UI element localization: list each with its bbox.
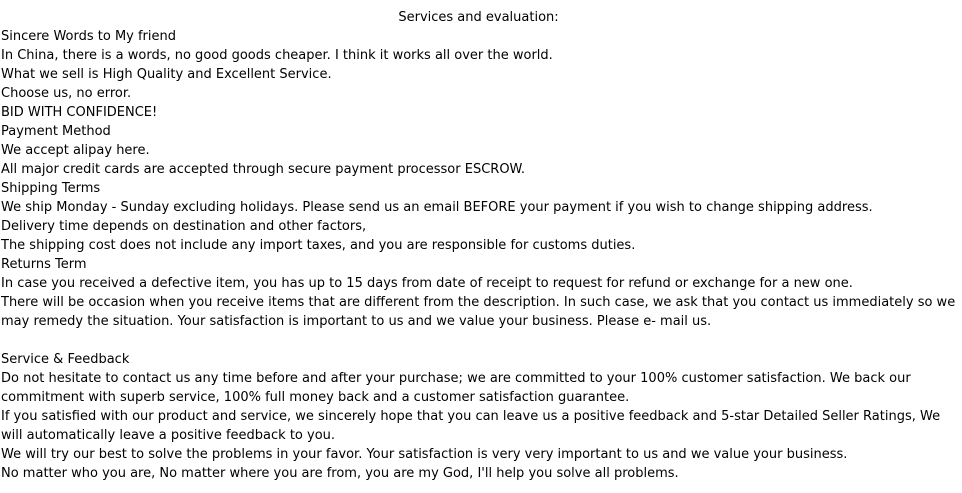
- payment-line-2: All major credit cards are accepted through secure payment processor ESCROW.: [1, 162, 526, 177]
- section-heading-payment: Payment Method: [1, 124, 111, 139]
- section-heading-shipping: Shipping Terms: [1, 181, 101, 196]
- returns-paragraph: There will be occasion when you receive items that are different from the description. In such case, we ask that you contact us immediately so we may remedy the situation. Your satisfaction is important to us and we value your business. Please e- mail us.: [1, 295, 956, 329]
- friend-line-2: What we sell is High Quality and Excellent Service.: [1, 67, 332, 82]
- service-paragraph-1: Do not hesitate to contact us any time before and after your purchase; we are committed to your 100% customer satisfaction. We back our commitment with superb service, 100% full money back and a customer satisfaction guarantee.: [1, 371, 911, 405]
- blank-line: [1, 331, 956, 350]
- shipping-line-1: We ship Monday - Sunday excluding holidays. Please send us an email BEFORE your payment if you wish to change shipping address.: [1, 200, 873, 215]
- service-line-2: No matter who you are, No matter where you are from, you are my God, I'll help you solve all problems.: [1, 466, 679, 481]
- friend-line-1: In China, there is a words, no good goods cheaper. I think it works all over the world.: [1, 48, 553, 63]
- page-title: Services and evaluation:: [398, 10, 559, 25]
- shipping-line-3: The shipping cost does not include any import taxes, and you are responsible for customs duties.: [1, 238, 636, 253]
- friend-line-4: BID WITH CONFIDENCE!: [1, 105, 158, 120]
- section-heading-returns: Returns Term: [1, 257, 87, 272]
- returns-line-1: In case you received a defective item, you has up to 15 days from date of receipt to request for refund or exchange for a new one.: [1, 276, 853, 291]
- service-paragraph-2: If you satisfied with our product and service, we sincerely hope that you can leave us a positive feedback and 5-star Detailed Seller Ratings, We will automatically leave a positive feedback to you.: [1, 409, 941, 443]
- service-line-1: We will try our best to solve the problems in your favor. Your satisfaction is very very important to us and we value your business.: [1, 447, 848, 462]
- shipping-line-2: Delivery time depends on destination and other factors,: [1, 219, 367, 234]
- document-body: [1, 8, 956, 483]
- payment-line-1: We accept alipay here.: [1, 143, 150, 158]
- friend-line-3: Choose us, no error.: [1, 86, 132, 101]
- section-heading-service: Service & Feedback: [1, 352, 130, 367]
- section-heading-friend: Sincere Words to My friend: [1, 29, 177, 44]
